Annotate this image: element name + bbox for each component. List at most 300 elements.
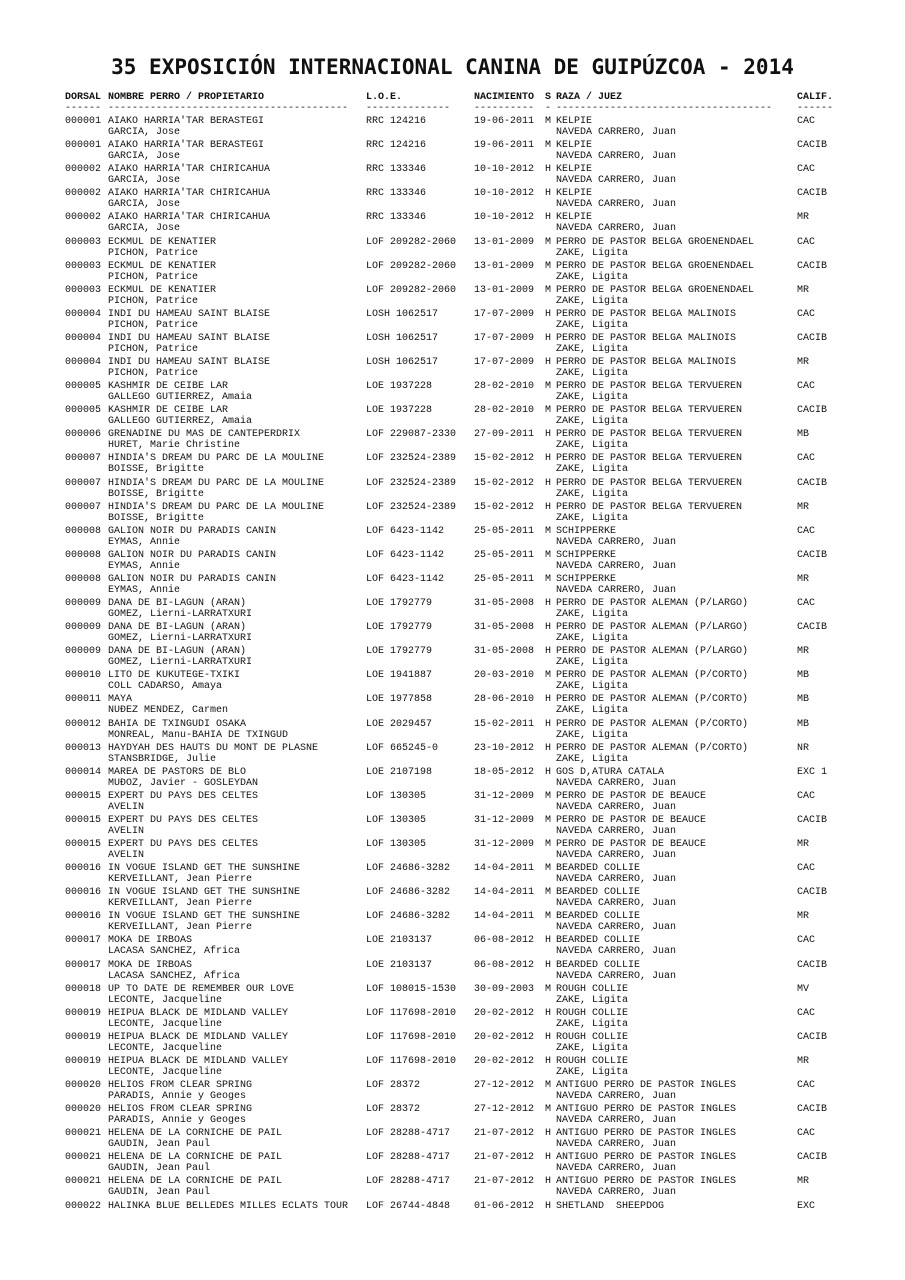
calif-cell: MR	[797, 573, 810, 585]
birth-date-cell: 14-04-2011	[474, 863, 535, 875]
loe-cell: LOSH 1062517	[366, 357, 439, 368]
owner-cell: GARCIA, Jose	[108, 223, 181, 235]
table-row	[0, 887, 905, 911]
loe-cell: LOE 1792779	[366, 598, 433, 609]
dorsal-cell: 000020	[65, 1104, 102, 1116]
owner-cell: BOISSE, Brigitte	[108, 464, 205, 476]
dorsal-cell: 000015	[65, 790, 102, 802]
sex-cell: M	[545, 549, 552, 561]
loe-cell: LOF 130305	[366, 839, 427, 850]
loe-cell: RRC 124216	[366, 140, 427, 152]
calif-cell: MR	[797, 911, 810, 923]
judge-cell: ZAKE, Ligita	[556, 271, 629, 283]
table-row	[0, 1056, 905, 1080]
breed-cell: PERRO DE PASTOR BELGA TERVUEREN	[556, 477, 743, 489]
header-rule-dorsal: ------	[65, 103, 102, 114]
birth-date-cell: 15-02-2011	[474, 718, 535, 730]
dorsal-cell: 000007	[65, 453, 102, 465]
loe-cell: LOE 1792779	[366, 622, 433, 634]
loe-cell: LOF 24686-3282	[366, 863, 451, 875]
table-row	[0, 815, 905, 839]
dog-name-cell: GALION NOIR DU PARADIS CANIN	[108, 573, 277, 585]
dog-name-cell: HINDIA'S DREAM DU PARC DE LA MOULINE	[108, 453, 325, 465]
loe-cell: LOE 2107198	[366, 766, 433, 778]
judge-cell: ZAKE, Ligita	[556, 488, 629, 500]
loe-cell: RRC 133346	[366, 188, 427, 200]
calif-cell: MR	[797, 1055, 810, 1067]
owner-cell: GARCIA, Jose	[108, 151, 181, 163]
breed-cell: PERRO DE PASTOR BELGA TERVUEREN	[556, 381, 743, 393]
dorsal-cell: 000002	[65, 164, 102, 176]
loe-cell: LOSH 1062517	[366, 332, 439, 344]
breed-cell: KELPIE	[556, 116, 593, 127]
breed-cell: PERRO DE PASTOR DE BEAUCE	[556, 814, 707, 826]
dorsal-cell: 000012	[65, 718, 102, 730]
breed-cell: PERRO DE PASTOR BELGA GROENENDAEL	[556, 284, 755, 296]
table-row	[0, 911, 905, 935]
owner-cell: PARADIS, Annie y Geoges	[108, 1115, 247, 1127]
dog-name-cell: HELENA DE LA CORNICHE DE PAIL	[108, 1176, 283, 1188]
dog-name-cell: HAYDYAH DES HAUTS DU MONT DE PLASNE	[108, 742, 319, 754]
calif-cell: CACIB	[797, 1031, 828, 1043]
breed-cell: BEARDED COLLIE	[556, 959, 641, 971]
sex-cell: M	[545, 140, 552, 152]
table-row	[0, 719, 905, 743]
loe-cell: LOF 232524-2389	[366, 501, 457, 513]
dorsal-cell: 000007	[65, 477, 102, 489]
calif-cell: CACIB	[797, 814, 828, 826]
dog-name-cell: KASHMIR DE CEIBE LAR	[108, 381, 229, 393]
owner-cell: PICHON, Patrice	[108, 295, 199, 307]
sex-cell: M	[545, 573, 552, 585]
dog-name-cell: HINDIA'S DREAM DU PARC DE LA MOULINE	[108, 477, 325, 489]
owner-cell: AVELIN	[108, 801, 145, 813]
owner-cell: GAUDIN, Jean Paul	[108, 1139, 211, 1151]
dorsal-cell: 000009	[65, 622, 102, 634]
judge-cell: ZAKE, Ligita	[556, 1066, 629, 1078]
breed-cell: ANTIGUO PERRO DE PASTOR INGLES	[556, 1080, 737, 1091]
judge-cell: NAVEDA CARRERO, Juan	[556, 825, 677, 837]
loe-cell: LOF 28288-4717	[366, 1152, 451, 1164]
header-calif: CALIF.	[797, 92, 834, 103]
breed-cell: PERRO DE PASTOR BELGA MALINOIS	[556, 332, 737, 344]
judge-cell: ZAKE, Ligita	[556, 368, 629, 379]
table-row	[0, 743, 905, 767]
table-row	[0, 285, 905, 309]
loe-cell: LOF 130305	[366, 790, 427, 802]
breed-cell: KELPIE	[556, 164, 593, 176]
birth-date-cell: 27-12-2012	[474, 1104, 535, 1116]
birth-date-cell: 13-01-2009	[474, 284, 535, 296]
breed-cell: PERRO DE PASTOR ALEMAN (P/LARGO)	[556, 646, 749, 658]
loe-cell: LOF 6423-1142	[366, 549, 445, 561]
judge-cell: NAVEDA CARRERO, Juan	[556, 777, 677, 789]
breed-cell: PERRO DE PASTOR BELGA TERVUEREN	[556, 405, 743, 417]
calif-cell: MB	[797, 718, 810, 730]
table-row	[0, 863, 905, 887]
dog-name-cell: HELENA DE LA CORNICHE DE PAIL	[108, 1152, 283, 1164]
owner-cell: GAUDIN, Jean Paul	[108, 1187, 211, 1199]
owner-cell: PARADIS, Annie y Geoges	[108, 1091, 247, 1102]
dorsal-cell: 000008	[65, 573, 102, 585]
breed-cell: ROUGH COLLIE	[556, 1007, 629, 1019]
owner-cell: MUÐOZ, Javier - GOSLEYDAN	[108, 777, 259, 789]
calif-cell: MR	[797, 212, 810, 224]
dorsal-cell: 000002	[65, 212, 102, 224]
sex-cell: M	[545, 525, 552, 537]
birth-date-cell: 10-10-2012	[474, 188, 535, 200]
birth-date-cell: 21-07-2012	[474, 1128, 535, 1140]
calif-cell: CACIB	[797, 140, 828, 152]
judge-cell: NAVEDA CARRERO, Juan	[556, 922, 677, 934]
loe-cell: LOF 209282-2060	[366, 260, 457, 272]
dog-name-cell: IN VOGUE ISLAND GET THE SUNSHINE	[108, 887, 301, 899]
calif-cell: CAC	[797, 790, 816, 802]
dog-name-cell: ECKMUL DE KENATIER	[108, 260, 217, 272]
calif-cell: CACIB	[797, 622, 828, 634]
dorsal-cell: 000017	[65, 959, 102, 971]
judge-cell: ZAKE, Ligita	[556, 729, 629, 741]
birth-date-cell: 27-09-2011	[474, 429, 535, 441]
owner-cell: KERVEILLANT, Jean Pierre	[108, 922, 253, 934]
dog-name-cell: INDI DU HAMEAU SAINT BLAISE	[108, 357, 271, 368]
header-rule-birth: ----------	[474, 103, 535, 114]
owner-cell: LACASA SANCHEZ, Africa	[108, 970, 241, 982]
dog-name-cell: ECKMUL DE KENATIER	[108, 284, 217, 296]
judge-cell: ZAKE, Ligita	[556, 295, 629, 307]
loe-cell: LOF 665245-0	[366, 742, 439, 754]
dog-name-cell: AIAKO HARRIA'TAR BERASTEGI	[108, 116, 265, 127]
dog-name-cell: MAREA DE PASTORS DE BLO	[108, 766, 247, 778]
table-row	[0, 526, 905, 550]
loe-cell: LOF 28288-4717	[366, 1176, 451, 1188]
dorsal-cell: 000004	[65, 308, 102, 320]
birth-date-cell: 20-02-2012	[474, 1031, 535, 1043]
owner-cell: BOISSE, Brigitte	[108, 488, 205, 500]
loe-cell: LOF 28372	[366, 1104, 421, 1116]
sex-cell: H	[545, 646, 552, 658]
judge-cell: NAVEDA CARRERO, Juan	[556, 584, 677, 596]
dorsal-cell: 000009	[65, 598, 102, 609]
owner-cell: EYMAS, Annie	[108, 560, 181, 572]
owner-cell: GARCIA, Jose	[108, 127, 181, 138]
breed-cell: PERRO DE PASTOR ALEMAN (P/CORTO)	[556, 718, 749, 730]
judge-cell: ZAKE, Ligita	[556, 681, 629, 693]
table-row	[0, 357, 905, 381]
table-row	[0, 237, 905, 261]
table-row	[0, 1201, 905, 1225]
breed-cell: PERRO DE PASTOR BELGA GROENENDAEL	[556, 260, 755, 272]
loe-cell: LOF 229087-2330	[366, 429, 457, 441]
table-row	[0, 1008, 905, 1032]
sex-cell: H	[545, 453, 552, 465]
sex-cell: M	[545, 790, 552, 802]
birth-date-cell: 19-06-2011	[474, 140, 535, 152]
sex-cell: M	[545, 260, 552, 272]
dorsal-cell: 000002	[65, 188, 102, 200]
dorsal-cell: 000015	[65, 814, 102, 826]
birth-date-cell: 06-08-2012	[474, 959, 535, 971]
breed-cell: PERRO DE PASTOR BELGA GROENENDAEL	[556, 236, 755, 248]
dorsal-cell: 000019	[65, 1055, 102, 1067]
owner-cell: AVELIN	[108, 850, 145, 861]
sex-cell: M	[545, 814, 552, 826]
judge-cell: NAVEDA CARRERO, Juan	[556, 801, 677, 813]
owner-cell: LECONTE, Jacqueline	[108, 1042, 223, 1054]
sex-cell: M	[545, 284, 552, 296]
table-row	[0, 188, 905, 212]
dorsal-cell: 000007	[65, 501, 102, 513]
calif-cell: NR	[797, 742, 810, 754]
birth-date-cell: 28-06-2010	[474, 694, 535, 706]
loe-cell: LOF 209282-2060	[366, 236, 457, 248]
owner-cell: LECONTE, Jacqueline	[108, 1066, 223, 1078]
birth-date-cell: 25-05-2011	[474, 525, 535, 537]
sex-cell: H	[545, 766, 552, 778]
breed-cell: PERRO DE PASTOR BELGA TERVUEREN	[556, 501, 743, 513]
loe-cell: LOE 1792779	[366, 646, 433, 658]
dog-name-cell: UP TO DATE DE REMEMBER OUR LOVE	[108, 983, 295, 995]
birth-date-cell: 25-05-2011	[474, 573, 535, 585]
dog-name-cell: AIAKO HARRIA'TAR CHIRICAHUA	[108, 212, 271, 224]
loe-cell: LOF 24686-3282	[366, 887, 451, 899]
dog-name-cell: MOKA DE IRBOAS	[108, 959, 193, 971]
dog-name-cell: HALINKA BLUE BELLEDES MILLES ECLATS TOUR	[108, 1200, 349, 1212]
dorsal-cell: 000021	[65, 1176, 102, 1188]
dorsal-cell: 000001	[65, 116, 102, 127]
owner-cell: PICHON, Patrice	[108, 368, 199, 379]
breed-cell: PERRO DE PASTOR ALEMAN (P/CORTO)	[556, 694, 749, 706]
dorsal-cell: 000003	[65, 284, 102, 296]
table-row	[0, 309, 905, 333]
judge-cell: ZAKE, Ligita	[556, 753, 629, 765]
owner-cell: GARCIA, Jose	[108, 199, 181, 211]
dog-name-cell: DANA DE BI-LAGUN (ARAN)	[108, 622, 247, 634]
dog-name-cell: AIAKO HARRIA'TAR BERASTEGI	[108, 140, 265, 152]
dog-name-cell: HINDIA'S DREAM DU PARC DE LA MOULINE	[108, 501, 325, 513]
loe-cell: LOF 6423-1142	[366, 525, 445, 537]
birth-date-cell: 06-08-2012	[474, 935, 535, 947]
dog-name-cell: HELIOS FROM CLEAR SPRING	[108, 1104, 253, 1116]
table-row	[0, 116, 905, 140]
calif-cell: CAC	[797, 1080, 816, 1091]
breed-cell: PERRO DE PASTOR BELGA TERVUEREN	[556, 453, 743, 465]
table-row	[0, 381, 905, 405]
calif-cell: CACIB	[797, 188, 828, 200]
table-row	[0, 670, 905, 694]
sex-cell: H	[545, 1031, 552, 1043]
judge-cell: NAVEDA CARRERO, Juan	[556, 1091, 677, 1102]
judge-cell: ZAKE, Ligita	[556, 633, 629, 645]
sex-cell: H	[545, 212, 552, 224]
dog-name-cell: EXPERT DU PAYS DES CELTES	[108, 839, 259, 850]
loe-cell: LOF 24686-3282	[366, 911, 451, 923]
calif-cell: CAC	[797, 308, 816, 320]
birth-date-cell: 31-12-2009	[474, 814, 535, 826]
table-row	[0, 598, 905, 622]
header-rule-calif: ------	[797, 103, 834, 114]
dorsal-cell: 000018	[65, 983, 102, 995]
breed-cell: PERRO DE PASTOR DE BEAUCE	[556, 790, 707, 802]
loe-cell: LOSH 1062517	[366, 308, 439, 320]
loe-cell: LOF 108015-1530	[366, 983, 457, 995]
sex-cell: M	[545, 670, 552, 682]
birth-date-cell: 28-02-2010	[474, 381, 535, 393]
sex-cell: H	[545, 742, 552, 754]
table-row	[0, 429, 905, 453]
table-row	[0, 646, 905, 670]
judge-cell: ZAKE, Ligita	[556, 609, 629, 620]
dorsal-cell: 000015	[65, 839, 102, 850]
breed-cell: ANTIGUO PERRO DE PASTOR INGLES	[556, 1152, 737, 1164]
sex-cell: H	[545, 429, 552, 441]
sex-cell: M	[545, 983, 552, 995]
calif-cell: MR	[797, 357, 810, 368]
table-row	[0, 1152, 905, 1176]
breed-cell: PERRO DE PASTOR ALEMAN (P/LARGO)	[556, 598, 749, 609]
calif-cell: CACIB	[797, 405, 828, 417]
breed-cell: ROUGH COLLIE	[556, 1031, 629, 1043]
table-row	[0, 212, 905, 236]
header-sex: S	[545, 92, 552, 103]
birth-date-cell: 23-10-2012	[474, 742, 535, 754]
table-row	[0, 960, 905, 984]
judge-cell: ZAKE, Ligita	[556, 705, 629, 717]
birth-date-cell: 31-05-2008	[474, 598, 535, 609]
birth-date-cell: 31-05-2008	[474, 622, 535, 634]
calif-cell: CACIB	[797, 1104, 828, 1116]
dog-name-cell: INDI DU HAMEAU SAINT BLAISE	[108, 332, 271, 344]
birth-date-cell: 25-05-2011	[474, 549, 535, 561]
birth-date-cell: 20-02-2012	[474, 1007, 535, 1019]
sex-cell: H	[545, 308, 552, 320]
breed-cell: BEARDED COLLIE	[556, 911, 641, 923]
table-row	[0, 767, 905, 791]
dog-name-cell: KASHMIR DE CEIBE LAR	[108, 405, 229, 417]
dorsal-cell: 000016	[65, 863, 102, 875]
sex-cell: H	[545, 477, 552, 489]
breed-cell: PERRO DE PASTOR ALEMAN (P/CORTO)	[556, 670, 749, 682]
table-row	[0, 140, 905, 164]
loe-cell: LOE 2103137	[366, 935, 433, 947]
table-row	[0, 622, 905, 646]
table-row	[0, 1176, 905, 1200]
dorsal-cell: 000009	[65, 646, 102, 658]
judge-cell: NAVEDA CARRERO, Juan	[556, 560, 677, 572]
table-row	[0, 261, 905, 285]
table-row	[0, 478, 905, 502]
calif-cell: MR	[797, 284, 810, 296]
sex-cell: H	[545, 332, 552, 344]
calif-cell: MR	[797, 839, 810, 850]
header-name: NOMBRE PERRO / PROPIETARIO	[108, 92, 265, 103]
dorsal-cell: 000022	[65, 1200, 102, 1212]
judge-cell: NAVEDA CARRERO, Juan	[556, 874, 677, 886]
dorsal-cell: 000016	[65, 911, 102, 923]
breed-cell: GOS D,ATURA CATALA	[556, 766, 665, 778]
loe-cell: LOE 1977858	[366, 694, 433, 706]
birth-date-cell: 18-05-2012	[474, 766, 535, 778]
birth-date-cell: 19-06-2011	[474, 116, 535, 127]
judge-cell: NAVEDA CARRERO, Juan	[556, 1115, 677, 1127]
breed-cell: PERRO DE PASTOR ALEMAN (P/LARGO)	[556, 622, 749, 634]
sex-cell: M	[545, 839, 552, 850]
dorsal-cell: 000003	[65, 260, 102, 272]
dog-name-cell: DANA DE BI-LAGUN (ARAN)	[108, 646, 247, 658]
breed-cell: PERRO DE PASTOR BELGA TERVUEREN	[556, 429, 743, 441]
calif-cell: CAC	[797, 863, 816, 875]
sex-cell: H	[545, 959, 552, 971]
breed-cell: SCHIPPERKE	[556, 549, 617, 561]
dog-name-cell: MOKA DE IRBOAS	[108, 935, 193, 947]
dorsal-cell: 000008	[65, 525, 102, 537]
breed-cell: BEARDED COLLIE	[556, 863, 641, 875]
dog-name-cell: HEIPUA BLACK DE MIDLAND VALLEY	[108, 1055, 289, 1067]
table-row	[0, 333, 905, 357]
judge-cell: ZAKE, Ligita	[556, 1018, 629, 1030]
calif-cell: CACIB	[797, 549, 828, 561]
owner-cell: BOISSE, Brigitte	[108, 512, 205, 524]
sex-cell: M	[545, 863, 552, 875]
dog-name-cell: IN VOGUE ISLAND GET THE SUNSHINE	[108, 863, 301, 875]
birth-date-cell: 01-06-2012	[474, 1200, 535, 1212]
owner-cell: PICHON, Patrice	[108, 319, 199, 331]
dog-name-cell: EXPERT DU PAYS DES CELTES	[108, 790, 259, 802]
owner-cell: AVELIN	[108, 825, 145, 837]
judge-cell: ZAKE, Ligita	[556, 319, 629, 331]
table-row	[0, 1080, 905, 1104]
breed-cell: ANTIGUO PERRO DE PASTOR INGLES	[556, 1128, 737, 1140]
header-rule-name: ----------------------------------------	[108, 103, 349, 114]
dog-name-cell: INDI DU HAMEAU SAINT BLAISE	[108, 308, 271, 320]
table-row	[0, 984, 905, 1008]
header-rule-loe: --------------	[366, 103, 451, 114]
breed-cell: ANTIGUO PERRO DE PASTOR INGLES	[556, 1176, 737, 1188]
judge-cell: NAVEDA CARRERO, Juan	[556, 127, 677, 138]
birth-date-cell: 17-07-2009	[474, 308, 535, 320]
calif-cell: CAC	[797, 525, 816, 537]
sex-cell: M	[545, 381, 552, 393]
loe-cell: RRC 133346	[366, 164, 427, 176]
sex-cell: M	[545, 1104, 552, 1116]
birth-date-cell: 15-02-2012	[474, 453, 535, 465]
loe-cell: LOF 130305	[366, 814, 427, 826]
dorsal-cell: 000008	[65, 549, 102, 561]
calif-cell: CACIB	[797, 959, 828, 971]
owner-cell: EYMAS, Annie	[108, 536, 181, 548]
dorsal-cell: 000006	[65, 429, 102, 441]
sex-cell: M	[545, 911, 552, 923]
owner-cell: NUÐEZ MENDEZ, Carmen	[108, 705, 229, 717]
judge-cell: ZAKE, Ligita	[556, 440, 629, 452]
dog-name-cell: DANA DE BI-LAGUN (ARAN)	[108, 598, 247, 609]
dorsal-cell: 000010	[65, 670, 102, 682]
dorsal-cell: 000021	[65, 1152, 102, 1164]
judge-cell: ZAKE, Ligita	[556, 392, 629, 404]
birth-date-cell: 17-07-2009	[474, 332, 535, 344]
judge-cell: ZAKE, Ligita	[556, 994, 629, 1006]
breed-cell: PERRO DE PASTOR BELGA MALINOIS	[556, 308, 737, 320]
birth-date-cell: 13-01-2009	[474, 260, 535, 272]
loe-cell: LOE 1937228	[366, 381, 433, 393]
dorsal-cell: 000017	[65, 935, 102, 947]
sex-cell: H	[545, 1007, 552, 1019]
dorsal-cell: 000004	[65, 357, 102, 368]
dorsal-cell: 000019	[65, 1031, 102, 1043]
dog-name-cell: AIAKO HARRIA'TAR CHIRICAHUA	[108, 188, 271, 200]
sex-cell: M	[545, 236, 552, 248]
calif-cell: CAC	[797, 164, 816, 176]
